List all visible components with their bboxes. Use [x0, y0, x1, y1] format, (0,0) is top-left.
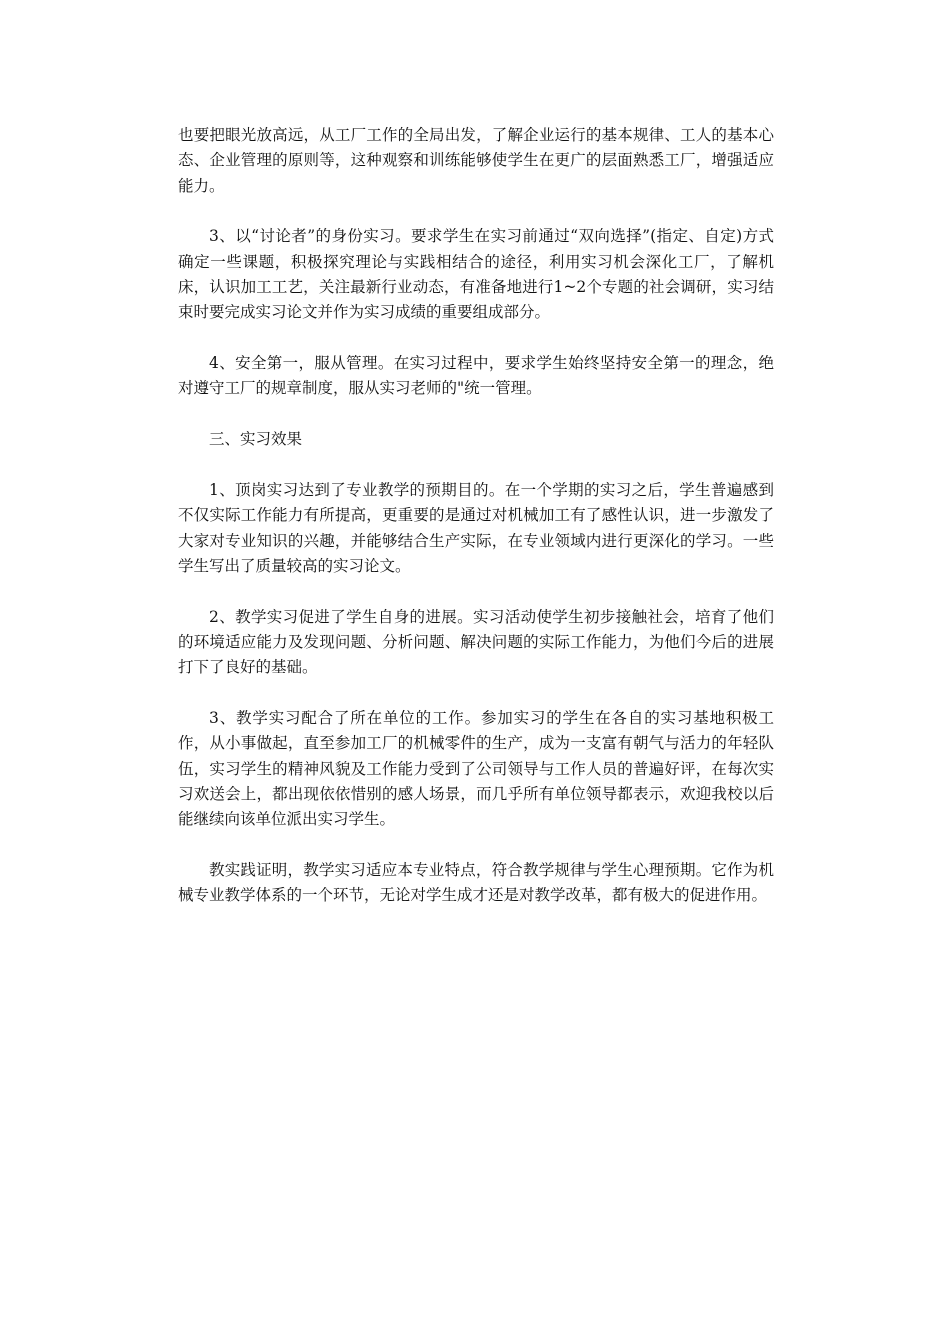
- paragraph-result-1: 1、顶岗实习达到了专业教学的预期目的。在一个学期的实习之后，学生普遍感到不仅实际工作能力有所提高，更重要的是通过对机械加工有了感性认识，进一步激发了大家对专业知识的兴趣，并能够结合生产实际，在专业领域内进行更深化的学习。一些学生写出了质量较高的实习论文。: [178, 480, 774, 575]
- paragraph-continuation: 也要把眼光放高远，从工厂工作的全局出发，了解企业运行的基本规律、工人的基本心态、企业管理的原则等，这种观察和训练能够使学生在更广的层面熟悉工厂，增强适应能力。: [178, 126, 774, 195]
- paragraph-item-4-safety: 4、安全第一，服从管理。在实习过程中，要求学生始终坚持安全第一的理念，绝对遵守工厂的规章制度，服从实习老师的"统一管理。: [178, 354, 774, 398]
- paragraph-result-2: 2、教学实习促进了学生自身的进展。实习活动使学生初步接触社会，培育了他们的环境适应能力及发现问题、分析问题、解决问题的实际工作能力，为他们今后的进展打下了良好的基础。: [178, 607, 774, 677]
- document-body: [178, 123, 774, 934]
- paragraph-result-3: 3、教学实习配合了所在单位的工作。参加实习的学生在各自的实习基地积极工作，从小事做起，直至参加工厂的机械零件的生产，成为一支富有朝气与活力的年轻队伍，实习学生的精神风貌及工作能力受到了公司领导与工作人员的普遍好评，在每次实习欢送会上，都出现依依惜别的感人场景，而几乎所有单位领导都表示，欢迎我校以后能继续向该单位派出实习学生。: [178, 709, 774, 829]
- paragraph-item-3-discussant: 3、以“讨论者”的身份实习。要求学生在实习前通过“双向选择”(指定、自定)方式确定一些课题，积极探究理论与实践相结合的途径，利用实习机会深化工厂，了解机床，认识加工工艺，关注最新行业动态，有准备地进行1~2个专题的社会调研，实习结束时要完成实习论文并作为实习成绩的重要组成部分。: [178, 227, 774, 322]
- paragraph-conclusion: 教实践证明，教学实习适应本专业特点，符合教学规律与学生心理预期。它作为机械专业教学体系的一个环节，无论对学生成才还是对教学改革，都有极大的促进作用。: [178, 861, 774, 905]
- section-heading-internship-results: 三、实习效果: [209, 430, 303, 449]
